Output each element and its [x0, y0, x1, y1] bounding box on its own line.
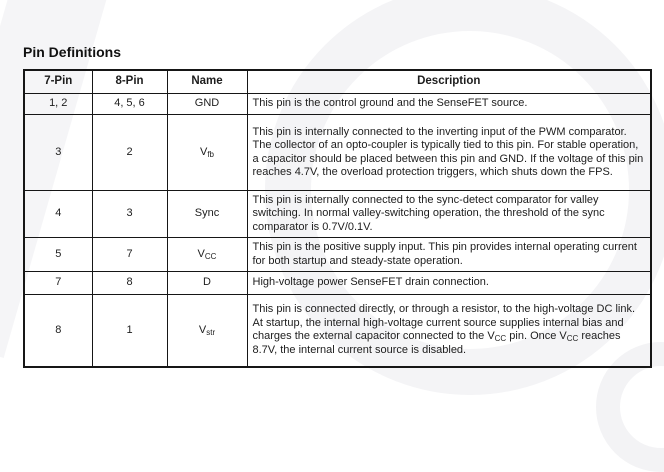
cell-7pin: 3 [24, 115, 92, 191]
cell-7pin: 7 [24, 272, 92, 295]
cell-name: $V_{CC}$ [167, 238, 247, 272]
cell-7pin: 1, 2 [24, 94, 92, 115]
cell-description: High-voltage power SenseFET drain connection. [247, 272, 651, 295]
cell-name: GND [167, 94, 247, 115]
cell-7pin: 8 [24, 295, 92, 367]
cell-name: $V_{fb}$ [167, 115, 247, 191]
column-header-description: Description [247, 70, 651, 94]
table-row [24, 115, 651, 191]
cell-8pin: 7 [92, 238, 167, 272]
table-row [24, 238, 651, 272]
column-header-7pin: 7-Pin [24, 70, 92, 94]
cell-7pin: 4 [24, 191, 92, 238]
cell-description: This pin is internally connected to the sync-detect comparator for valley switching. In normal valley-switching operation, the threshold of the sync comparator is 0.7V/0.1V. [247, 191, 651, 238]
page-title: Pin Definitions [23, 44, 121, 60]
cell-8pin: 2 [92, 115, 167, 191]
cell-8pin: 3 [92, 191, 167, 238]
cell-name: D [167, 272, 247, 295]
cell-7pin: 5 [24, 238, 92, 272]
cell-name: Sync [167, 191, 247, 238]
cell-8pin: 4, 5, 6 [92, 94, 167, 115]
column-header-name: Name [167, 70, 247, 94]
cell-description: This pin is internally connected to the inverting input of the PWM comparator. The collector of an opto-coupler is typically tied to this pin. For stable operation, a capacitor should be placed between this pin and GND. If the voltage of this pin reaches 4.7V, the overload protection triggers, which shuts down the FPS. [247, 115, 651, 191]
cell-8pin: 1 [92, 295, 167, 367]
cell-name: $V_{str}$ [167, 295, 247, 367]
cell-description: This pin is connected directly, or through a resistor, to the high-voltage DC link. At startup, the internal high-voltage current source supplies internal bias and charges the external capacitor connected to the $V_{CC}$ pin. Once $V_{CC}$ reaches 8.7V, the internal current source is disabled. [247, 295, 651, 367]
cell-description: This pin is the positive supply input. This pin provides internal operating current for both startup and steady-state operation. [247, 238, 651, 272]
table-row [24, 191, 651, 238]
column-header-8pin: 8-Pin [92, 70, 167, 94]
table-row [24, 295, 651, 367]
table-row [24, 94, 651, 115]
table-row [24, 272, 651, 295]
cell-8pin: 8 [92, 272, 167, 295]
pin-definitions-table [23, 69, 652, 368]
cell-description: This pin is the control ground and the SenseFET source. [247, 94, 651, 115]
table-header-row [24, 70, 651, 94]
